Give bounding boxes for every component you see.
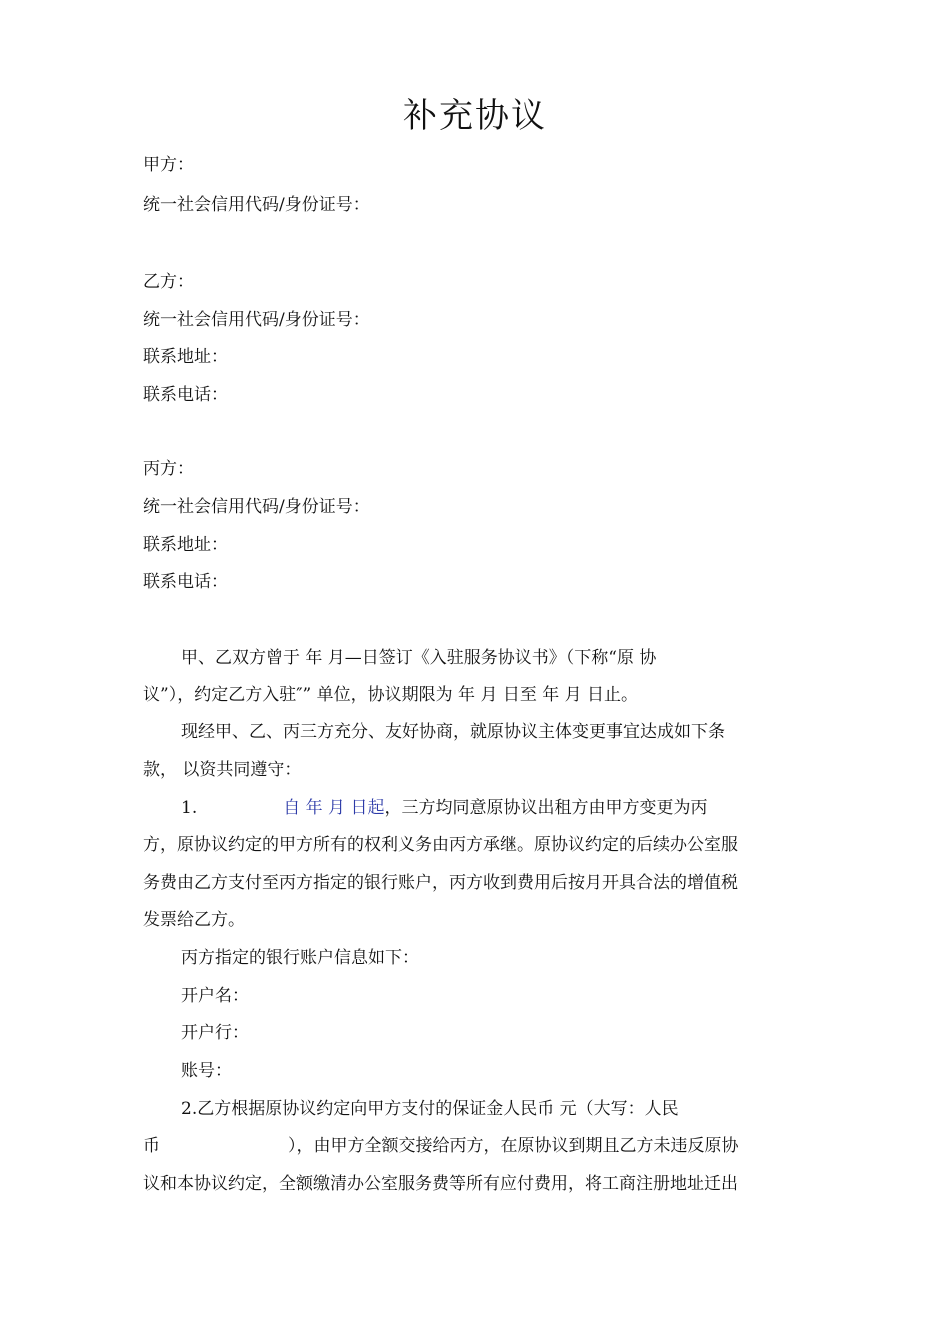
party-c-phone-label: 联系电话： (143, 572, 228, 592)
bank-name-label: 开户行： (181, 1023, 249, 1043)
clause-2-line-1: 2.乙方根据原协议约定向甲方支付的保证金人民币 元（大写：人民 (181, 1099, 679, 1119)
party-a-id-label: 统一社会信用代码/身份证号： (143, 195, 370, 215)
clause-1-text: ，三方均同意原协议出租方由甲方变更为丙 (384, 798, 708, 818)
paragraph-1-line-2: 议”），约定乙方入驻″” 单位，协议期限为 年 月 日至 年 月 日止。 (143, 685, 639, 705)
party-c-label: 丙方： (143, 459, 194, 479)
clause-1-line-2: 方，原协议约定的甲方所有的权利义务由丙方承继。原协议约定的后续办公室服 (143, 835, 738, 855)
paragraph-1-line-1: 甲、乙双方曾于 年 月—日签订《入驻服务协议书》（下称“原 协 (181, 648, 657, 668)
clause-2-line-2 (143, 1134, 739, 1158)
clause-1-line-1 (181, 796, 707, 820)
party-b-phone-label: 联系电话： (143, 385, 228, 405)
clause-1-effective-date: 自 年 月 日起 (283, 798, 385, 818)
clause-1-number: 1. (181, 798, 198, 818)
paragraph-2-line-2: 款， 以资共同遵守： (143, 760, 302, 780)
party-b-label: 乙方： (143, 272, 194, 292)
clause-2-currency: 币 (143, 1136, 160, 1156)
paragraph-2-line-1: 现经甲、乙、丙三方充分、友好协商，就原协议主体变更事宜达成如下条 (181, 722, 725, 742)
clause-1-line-4: 发票给乙方。 (143, 910, 245, 930)
party-b-address-label: 联系地址： (143, 347, 228, 367)
bank-info-intro: 丙方指定的银行账户信息如下： (181, 948, 419, 968)
party-a-label: 甲方： (143, 155, 194, 175)
party-c-address-label: 联系地址： (143, 535, 228, 555)
clause-1-line-3: 务费由乙方支付至丙方指定的银行账户，丙方收到费用后按月开具合法的增值税 (143, 873, 738, 893)
party-b-id-label: 统一社会信用代码/身份证号： (143, 310, 370, 330)
party-c-id-label: 统一社会信用代码/身份证号： (143, 497, 370, 517)
clause-2-text: ），由甲方全额交接给丙方，在原协议到期且乙方未违反原协 (288, 1136, 739, 1156)
clause-2-line-3: 议和本协议约定，全额缴清办公室服务费等所有应付费用，将工商注册地址迁出 (143, 1174, 738, 1194)
document-title: 补充协议 (403, 96, 547, 136)
account-name-label: 开户名： (181, 986, 249, 1006)
account-number-label: 账号： (181, 1061, 232, 1081)
